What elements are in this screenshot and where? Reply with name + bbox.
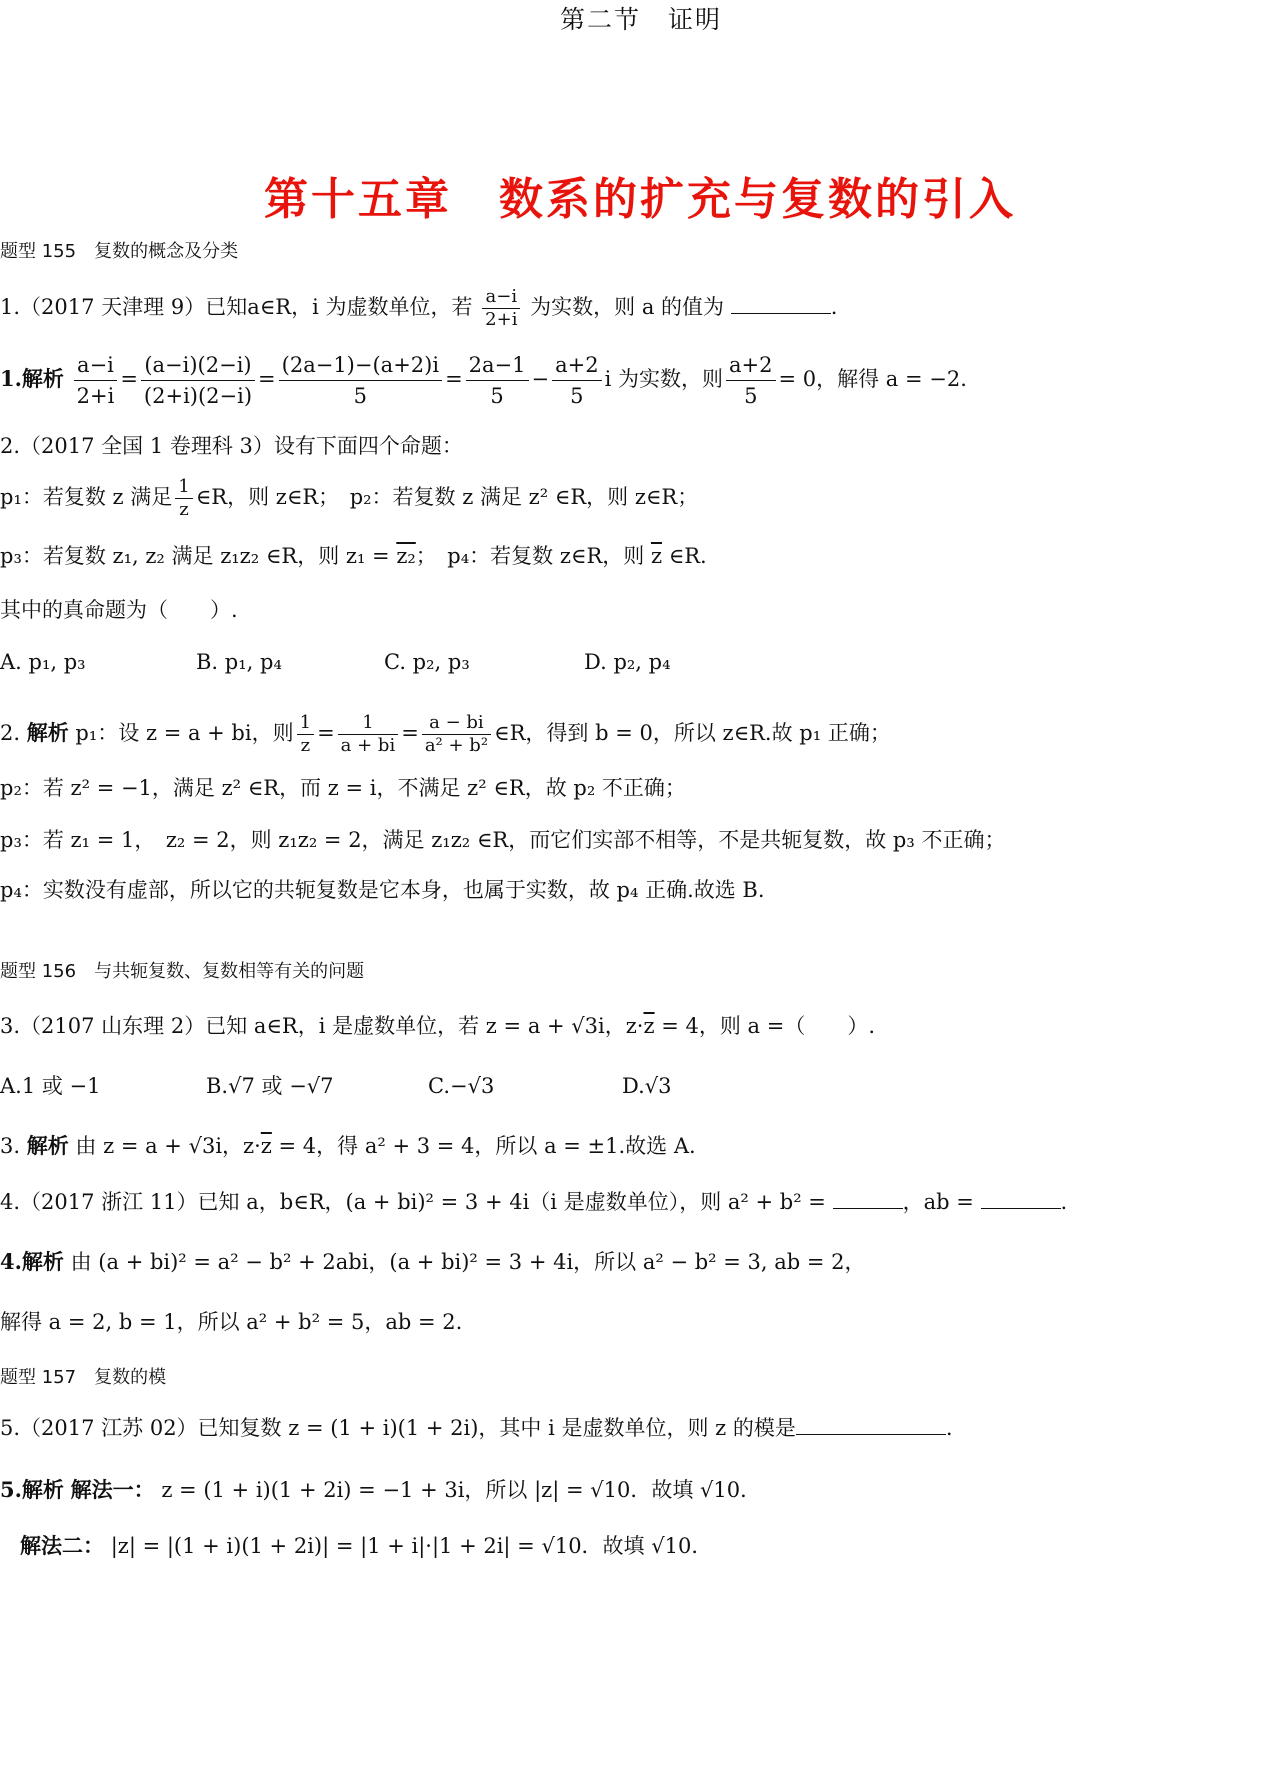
a1-frac-3: [279, 350, 442, 411]
a1-label: 1.解析: [0, 366, 64, 391]
answer-1: 1.解析 $\frac{a-i}{2+i}$ = $\frac{(a-i)(2-i)}{(2+i)(2-i)}$ = $\frac{(2a-1)-(a+2)i}{5}$ = $\frac{2a-1}{5}$ − $\frac{a+2}{5}$ i 为实数，则 $\frac{a+2}{5}$ = 0，解得 a = −2.: [0, 350, 967, 411]
q3-stem: 3.（2107 山东理 2）已知 a∈R，i 是虚数单位，若 z = a + √3i，z·: [0, 1014, 644, 1038]
q3-option-d: D.√3: [622, 1074, 672, 1098]
a5-label: 5.解析: [0, 1477, 64, 1502]
a1-mid: i 为实数，则: [604, 367, 724, 391]
q5-blank: [796, 1414, 946, 1435]
answer-2-line-4: p₄：实数没有虚部，所以它的共轭复数是它本身，也属于实数，故 p₄ 正确.故选 B.: [0, 878, 765, 902]
q2-option-b: B. p₁, p₄: [196, 650, 282, 674]
q1-stem-d: a 的值为: [641, 295, 725, 319]
question-3: [0, 1012, 875, 1040]
q3-option-a: A.1 或 −1: [0, 1074, 101, 1098]
q5-stem: 5.（2017 江苏 02）已知复数 z = (1 + i)(1 + 2i)，其中 i 是虚数单位，则 z 的模是: [0, 1416, 796, 1440]
a2-label: 解析: [26, 720, 69, 745]
a1-frac-5: [552, 350, 601, 411]
q2-p3-conj: z₂: [396, 544, 416, 568]
a3-conj: $\overline{z}$: [260, 1134, 272, 1158]
question-2-stem: 2.（2017 全国 1 卷理科 3）设有下面四个命题：: [0, 434, 463, 458]
a2-f2-den: a + bi: [340, 735, 396, 756]
a1-f4-den: 5: [490, 384, 504, 408]
q1-fraction: [482, 286, 520, 331]
a1-f1-den: 2+i: [76, 384, 115, 408]
q1-stem-a: 1.（2017 天津理 9）已知: [0, 295, 248, 319]
q2-option-a: A. p₁, p₃: [0, 650, 86, 674]
q2-option-c: C. p₂, p₃: [384, 650, 470, 674]
a2-f3-num: a − bi: [422, 712, 491, 735]
answer-3: [0, 1132, 696, 1160]
answer-4-line-1: [0, 1248, 866, 1276]
a1-f2-den: (2+i)(2−i): [143, 384, 253, 408]
a1-frac-4: [466, 350, 529, 411]
q5-end: .: [945, 1416, 953, 1440]
q1-stem-b: a∈R，i 为虚数单位，若: [247, 295, 473, 319]
answer-2-line-1: 2. 解析 p₁：设 z = a + bi，则 $\frac{1}{z}$ = $\frac{1}{a + bi}$ = $\frac{a - bi}{\text{a² + b²}}$ ∈R，得到 b = 0，所以 z∈R.故 p₁ 正确；: [0, 712, 891, 756]
q2-p2: p₂：若复数 z 满足 z² ∈R，则 z∈R；: [349, 485, 699, 509]
q2-p3-end: ；: [415, 544, 427, 568]
q2-p3: p₃：若复数 z₁, z₂ 满足 z₁z₂ ∈R，则 z₁ =: [0, 544, 397, 568]
a1-f2-num: (a−i)(2−i): [141, 350, 255, 381]
a2-frac-1: [297, 712, 314, 757]
a2-f2-num: 1: [338, 712, 399, 735]
q4-blank-1: [833, 1188, 903, 1209]
a1-f6-den: 5: [744, 384, 758, 408]
a2-l1-c: ，得到 b = 0，所以 z∈R.故 p₁ 正确；: [525, 721, 891, 745]
a4-label: 4.解析: [0, 1249, 64, 1274]
a3-num: 3.: [0, 1134, 21, 1158]
a5-m1: z = (1 + i)(1 + 2i) = −1 + 3i，所以 |z| = √10．故填 √10．: [161, 1478, 762, 1502]
a1-f5-den: 5: [570, 384, 584, 408]
answer-5-method-1: [0, 1476, 761, 1504]
section-heading: 第二节 证明: [560, 5, 723, 34]
q1-answer-blank: [731, 293, 831, 314]
question-2-ask: 其中的真命题为（ ）.: [0, 598, 238, 622]
a3-body: 由 z = a + √3i，z·: [75, 1134, 261, 1158]
topic-heading-157: 题型 157 复数的模: [0, 1367, 167, 1388]
topic-heading-156: 题型 156 与共轭复数、复数相等有关的问题: [0, 961, 365, 982]
q4-blank-2: [981, 1188, 1061, 1209]
q2-p4-a: p₄：若复数 z∈R，则: [447, 544, 651, 568]
a4-body: 由 (a + bi)² = a² − b² + 2abi，(a + bi)² = 3 + 4i，所以 a² − b² = 3, ab = 2，: [70, 1250, 866, 1274]
q4-stem: 4.（2017 浙江 11）已知 a，b∈R，(a + bi)² = 3 + 4i（i 是虚数单位），则 a² + b² =: [0, 1190, 826, 1214]
a2-f3-den: a² + b²: [424, 735, 489, 756]
question-5: [0, 1414, 953, 1442]
q2-p1-a: p₁：若复数 z 满足: [0, 485, 173, 509]
a1-f5-num: a+2: [552, 350, 601, 381]
q2-p1-b: ∈R，则 z∈R；: [195, 485, 329, 509]
a2-num: 2.: [0, 721, 21, 745]
a5-m2: |z| = |(1 + i)(1 + 2i)| = |1 + i|·|1 + 2i| = √10．故填 √10．: [110, 1534, 713, 1558]
a1-f3-num: (2a−1)−(a+2)i: [279, 350, 442, 381]
a2-frac-2: [338, 712, 399, 757]
a2-l1-a: p₁：设 z = a + bi，则: [75, 721, 294, 745]
a5-m1-label: 解法一：: [70, 1477, 155, 1502]
q4-mid: ，ab =: [902, 1190, 974, 1214]
a2-f1-den: z: [300, 735, 311, 756]
a5-m2-label: 解法二：: [20, 1533, 104, 1558]
answer-4-line-2: 解得 a = 2, b = 1，所以 a² + b² = 5，ab = 2.: [0, 1310, 463, 1334]
q3-option-c: C.−√3: [428, 1074, 495, 1098]
answer-2-line-3: p₃：若 z₁ = 1， z₂ = 2，则 z₁z₂ = 2，满足 z₁z₂ ∈R，而它们实部不相等，不是共轭复数，故 p₃ 不正确；: [0, 828, 1006, 852]
a2-frac-3: [422, 712, 491, 757]
question-2-p3-p4: [0, 542, 707, 570]
q2-p4-end: ∈R.: [662, 544, 707, 568]
topic-heading-155: 题型 155 复数的概念及分类: [0, 241, 239, 262]
answer-5-method-2: [20, 1532, 712, 1560]
a1-f4-num: 2a−1: [466, 350, 529, 381]
a2-f1-num: 1: [297, 712, 314, 735]
a2-l1-b: ∈R: [494, 721, 526, 745]
q1-frac-den: 2+i: [485, 309, 518, 330]
chapter-title: 第十五章 数系的扩充与复数的引入: [264, 174, 1016, 225]
q1-stem-c: 为实数，则: [530, 295, 636, 319]
q1-frac-num: a−i: [482, 286, 520, 309]
a1-f1-num: a−i: [74, 350, 118, 381]
question-1: 1.（2017 天津理 9）已知a∈R，i 为虚数单位，若 $\frac{a-i}{2+i}$ 为实数，则 a 的值为 .: [0, 286, 838, 330]
question-2-p1-p2: [0, 476, 698, 521]
q4-end: .: [1060, 1190, 1068, 1214]
a3-label: 解析: [26, 1133, 69, 1158]
q2-p1-fraction: [175, 476, 192, 521]
q2-option-d: D. p₂, p₄: [584, 650, 671, 674]
a1-frac-6: [726, 350, 775, 411]
a1-end: = 0，解得 a = −2.: [778, 367, 967, 391]
q2-p1-frac-den: z: [179, 499, 189, 520]
q3-option-b: B.√7 或 −√7: [206, 1074, 334, 1098]
question-4: [0, 1188, 1067, 1216]
q2-p1-frac-num: 1: [175, 476, 192, 499]
answer-2-line-2: p₂：若 z² = −1，满足 z² ∈R，而 z = i，不满足 z² ∈R，故 p₂ 不正确；: [0, 776, 686, 800]
a1-f6-num: a+2: [726, 350, 775, 381]
a1-frac-1: [74, 350, 118, 411]
a1-f3-den: 5: [353, 384, 368, 408]
q3-conj: $\overline{z}$: [643, 1014, 655, 1038]
q2-p4-conj: $\overline{z}$: [650, 544, 663, 568]
q3-stem-end: = 4，则 a =（ ）.: [654, 1014, 876, 1038]
a3-end: = 4，得 a² + 3 = 4，所以 a = ±1.故选 A.: [271, 1134, 696, 1158]
a1-frac-2: [141, 350, 255, 411]
